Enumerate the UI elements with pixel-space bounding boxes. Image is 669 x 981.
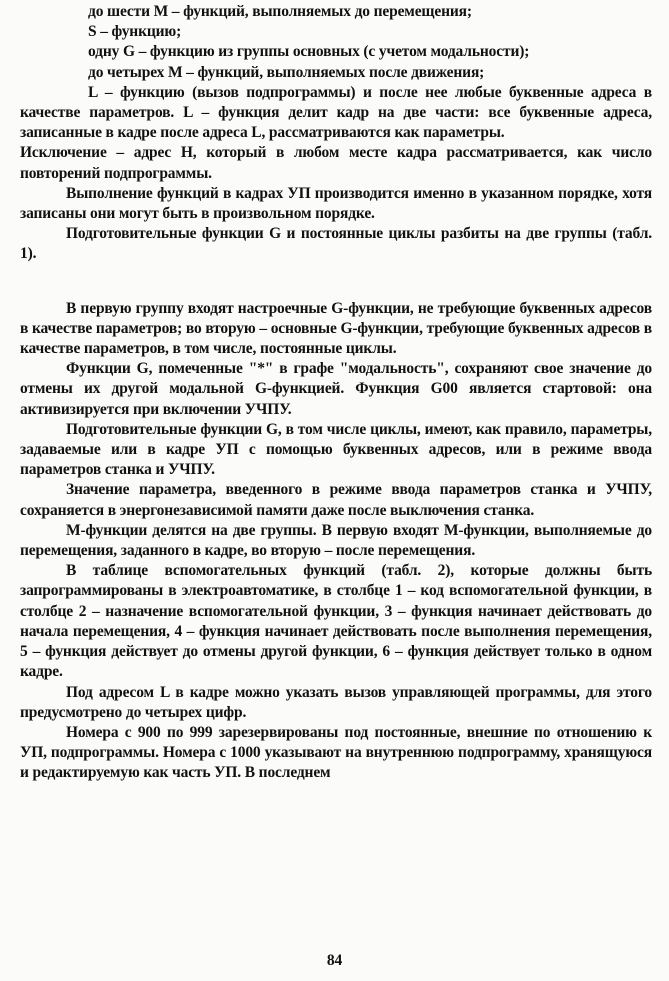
paragraph: Подготовительные функции G, в том числе циклы, имеют, как правило, параметры, задаваемые или в кадре УП с помощью буквенных адресов, или в режиме ввода параметров станка и УЧПУ. xyxy=(20,420,652,479)
paragraph: В первую группу входят настроечные G-функции, не требующие буквенных адресов в качестве параметров; во вторую – основные G-функции, требующие буквенных адресов в качестве параметров, в том числе, постоянные циклы. xyxy=(20,299,652,358)
paragraph: до шести М – функций, выполняемых до перемещения; xyxy=(88,3,472,20)
paragraph: Под адресом L в кадре можно указать вызов управляющей программы, для этого предусмотрено до четырех цифр. xyxy=(20,683,652,721)
paragraph: L – функцию (вызов подпрограммы) и после нее любые буквенные адреса в качестве параметров. L – функция делит кадр на две части: все буквенные адреса, записанные в кадре после адреса L, рассматриваются как параметры. xyxy=(20,83,652,142)
body-text xyxy=(20,2,652,784)
paragraph: Исключение – адрес Н, который в любом месте кадра рассматривается, как число повторений подпрограммы. xyxy=(20,144,652,182)
table-placeholder-gap xyxy=(20,265,652,299)
paragraph: до четырех М – функций, выполняемых после движения; xyxy=(88,63,485,81)
paragraph: одну G – функцию из группы основных (с учетом модальности); xyxy=(88,43,530,61)
paragraph: Номера с 900 по 999 зарезервированы под постоянные, внешние по отношению к УП, подпрограммы. Номера с 1000 указывают на внутреннюю подпрограмму, хранящуюся и редактируемую как часть УП. В последнем xyxy=(20,723,652,782)
paragraph: В таблице вспомогательных функций (табл. 2), которые должны быть запрограммированы в электроавтоматике, в столбце 1 – код вспомогательной функции, в столбце 2 – назначение вспомогательной функции, 3 – функция начинает действовать до начала перемещения, 4 – функция начинает действовать после выполнения перемещения, 5 – функция действует до отмены другой функции, 6 – функция действует только в одном кадре. xyxy=(20,562,652,681)
paragraph: S – функцию; xyxy=(88,23,182,41)
paragraph: Значение параметра, введенного в режиме ввода параметров станка и УЧПУ, сохраняется в энергонезависимой памяти даже после выключения станка. xyxy=(20,481,652,519)
top-section xyxy=(20,2,652,265)
paragraph: Выполнение функций в кадрах УП производится именно в указанном порядке, хотя записаны они могут быть в произвольном порядке. xyxy=(20,184,652,223)
paragraph: Функции G, помеченные "*" в графе "модальность", сохраняют свое значение до отмены их другой модальной G-функцией. Функция G00 является стартовой: она активизируется при включении УЧПУ. xyxy=(20,360,652,418)
paragraph: М-функции делятся на две группы. В первую входят М-функции, выполняемые до перемещения, заданного в кадре, во вторую – после перемещения. xyxy=(20,521,652,560)
bottom-section xyxy=(20,299,652,784)
page-number: 84 xyxy=(326,952,343,969)
paragraph: Подготовительные функции G и постоянные циклы разбиты на две группы (табл. 1). xyxy=(20,225,652,263)
